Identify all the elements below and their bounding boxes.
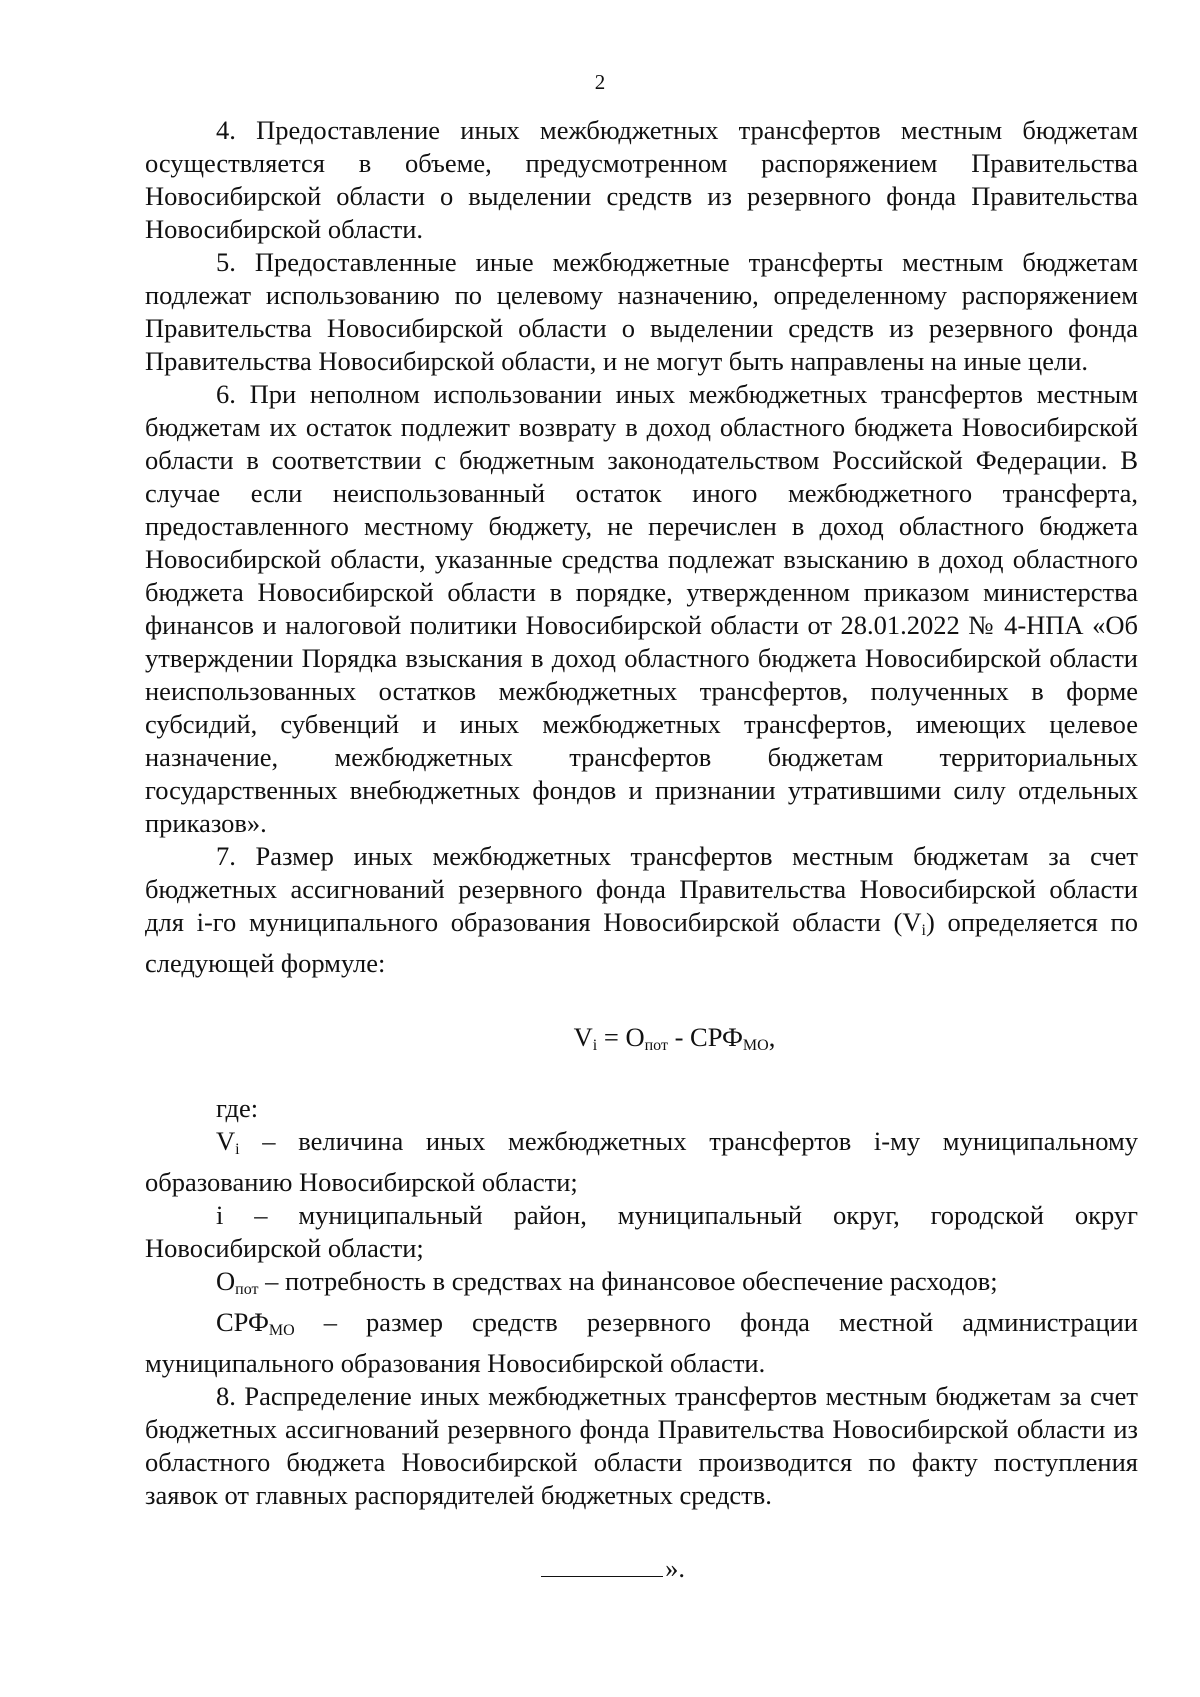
paragraph-7-tail: ) определяется по следующей формуле: xyxy=(145,907,1138,978)
closing-line xyxy=(0,1552,1200,1585)
definition-srf-text: – размер средств резервного фонда местной администрации муниципального образования Новосибирской области. xyxy=(145,1307,1138,1378)
definition-srf-symbol: СРФ xyxy=(216,1307,269,1337)
definition-i: i – муниципальный район, муниципальный округ, городской округ Новосибирской области; xyxy=(145,1200,1138,1263)
closing-underline xyxy=(541,1554,663,1577)
paragraph-7 xyxy=(145,840,1138,980)
definition-vi-sub: i xyxy=(235,1141,240,1158)
definition-opot-text: – потребность в средствах на финансовое обеспечение расходов; xyxy=(258,1266,998,1296)
definition-opot xyxy=(145,1265,1138,1306)
paragraph-6: 6. При неполном использовании иных межбюджетных трансфертов местным бюджетам их остаток подлежит возврату в доход областного бюджета Новосибирской области в соответствии с бюджетным законодательством Российской Федерации. В случае если неиспользованный остаток иного межбюджетного трансферта, предоставленного местному бюджету, не перечислен в доход областного бюджета Новосибирской области, указанные средства подлежат взысканию в доход областного бюджета Новосибирской области в порядке, утвержденном приказом министерства финансов и налоговой политики Новосибирской области от 28.01.2022 № 4-НПА «Об утверждении Порядка взыскания в доход областного бюджета Новосибирской области неиспользованных остатков межбюджетных трансфертов, полученных в форме субсидий, субвенций и иных межбюджетных трансфертов, имеющих целевое назначение, межбюджетных трансфертов бюджетам территориальных государственных внебюджетных фондов и признании утратившими силу отдельных приказов». xyxy=(145,379,1138,838)
formula-v: V xyxy=(573,1022,593,1052)
formula-eq: = О xyxy=(597,1022,645,1052)
definition-opot-symbol: О xyxy=(216,1266,236,1296)
closing-quote: ». xyxy=(665,1553,685,1583)
definition-vi-text: – величина иных межбюджетных трансфертов i-му муниципальному образованию Новосибирской области; xyxy=(145,1126,1138,1197)
definition-vi-symbol: V xyxy=(216,1126,236,1156)
paragraph-7-text: 7. Размер иных межбюджетных трансфертов местным бюджетам за счет бюджетных ассигнований резервного фонда Правительства Новосибирской области для i-го муниципального образования Новосибирской области (V xyxy=(145,841,1138,937)
definition-opot-sub: пот xyxy=(235,1281,259,1298)
page-number: 2 xyxy=(594,70,606,94)
formula-v-sub: i xyxy=(592,1037,598,1054)
formula xyxy=(145,1021,1138,1062)
paragraph-5: 5. Предоставленные иные межбюджетные трансферты местным бюджетам подлежат использованию по целевому назначению, определенному распоряжением Правительства Новосибирской области о выделении средств из резервного фонда Правительства Новосибирской области, и не могут быть направлены на иные цели. xyxy=(145,247,1138,376)
formula-end: , xyxy=(768,1022,776,1052)
formula-srf-sub: МО xyxy=(742,1037,769,1054)
formula-minus: - СРФ xyxy=(667,1022,743,1052)
paragraph-8: 8. Распределение иных межбюджетных трансфертов местным бюджетам за счет бюджетных ассигнований резервного фонда Правительства Новосибирской области из областного бюджета Новосибирской области производится по факту поступления заявок от главных распорядителей бюджетных средств. xyxy=(145,1381,1138,1510)
definition-vi xyxy=(145,1125,1138,1199)
paragraph-7-subscript: i xyxy=(921,922,926,939)
document-body xyxy=(145,114,1138,1512)
where-label: где: xyxy=(216,1093,259,1123)
definition-srf xyxy=(145,1306,1138,1380)
formula-o-sub: пот xyxy=(644,1037,668,1054)
paragraph-4: 4. Предоставление иных межбюджетных трансфертов местным бюджетам осуществляется в объеме, предусмотренном распоряжением Правительства Новосибирской области о выделении средств из резервного фонда Правительства Новосибирской области. xyxy=(145,115,1138,244)
definition-srf-sub: МО xyxy=(268,1322,295,1339)
